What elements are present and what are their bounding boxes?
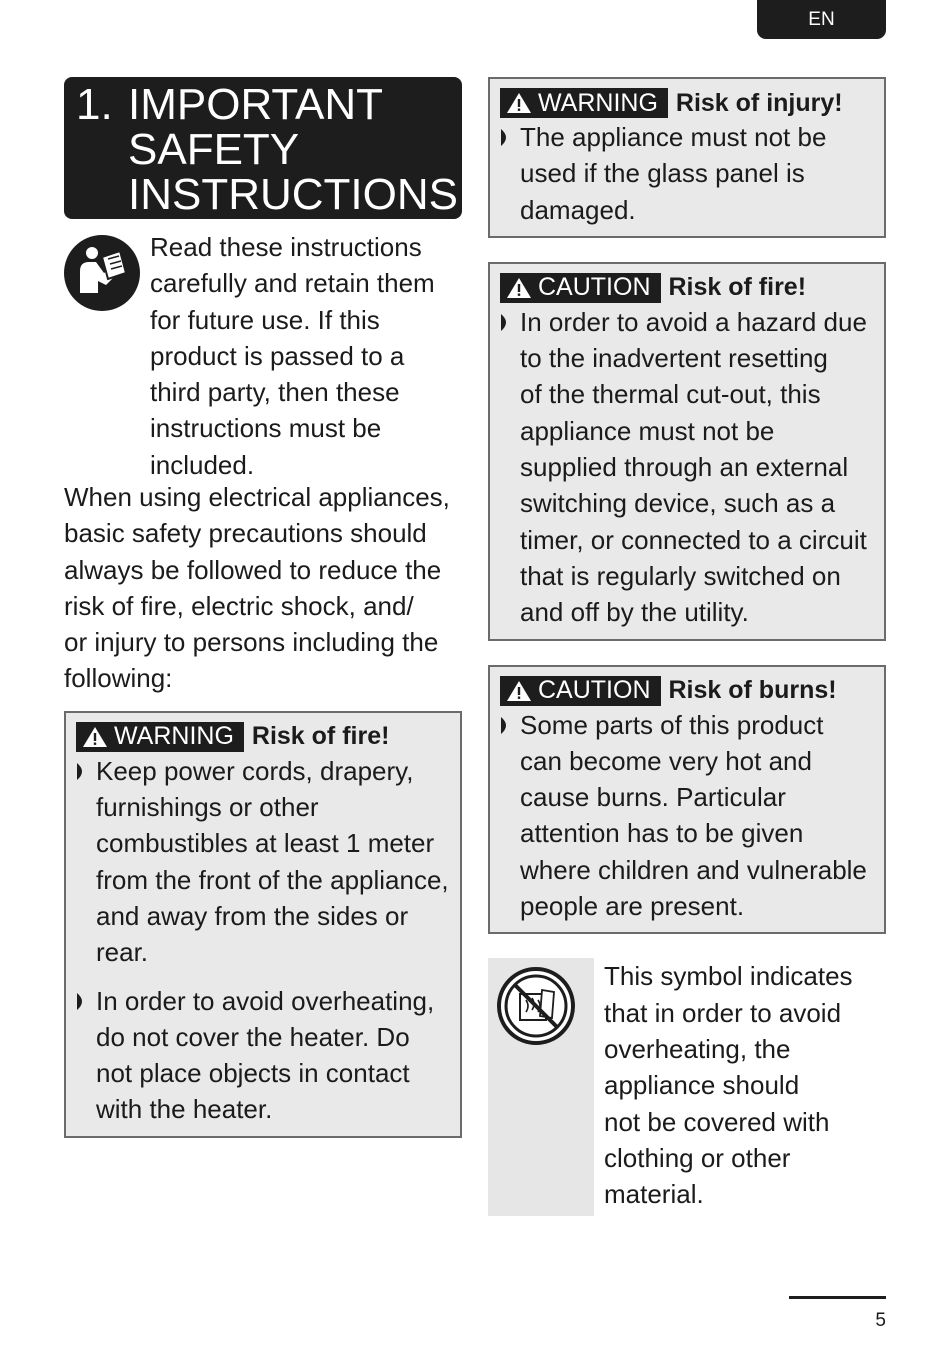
bullet-icon	[76, 763, 87, 780]
section-title-text	[128, 82, 458, 217]
symbol-line: not be covered with	[604, 1106, 830, 1137]
title-line: SAFETY	[128, 125, 300, 174]
right-column	[488, 77, 886, 1216]
bullet-line: damaged.	[520, 194, 636, 225]
bullet-line: combustibles at least 1 meter	[96, 828, 435, 859]
intro-line: carefully and retain them	[150, 268, 435, 299]
notice-bullet	[76, 753, 450, 971]
bullet-line: switching device, such as a	[520, 488, 836, 519]
intro-text	[150, 229, 460, 483]
bullet-line: Some parts of this product	[520, 709, 824, 740]
bullet-line: to the inadvertent resetting	[520, 343, 828, 374]
warning-label	[76, 722, 244, 752]
risk-title: Risk of injury!	[675, 88, 843, 117]
bullet-line: The appliance must not be	[520, 122, 827, 152]
bullet-icon	[500, 717, 511, 734]
symbol-line: that in order to avoid	[604, 997, 842, 1028]
risk-title: Risk of fire!	[668, 273, 807, 302]
paragraph-line: following:	[64, 663, 173, 694]
section-title	[64, 77, 462, 219]
safety-paragraph	[64, 479, 462, 697]
title-line: IMPORTANT	[128, 80, 384, 129]
bullet-line: cause burns. Particular	[520, 782, 786, 813]
bullet-line: In order to avoid a hazard due	[520, 306, 867, 337]
footer-rule	[789, 1296, 886, 1299]
caution-burns-notice	[488, 665, 886, 935]
intro-line: instructions must be	[150, 413, 382, 444]
bullet-line: with the heater.	[96, 1094, 273, 1125]
notice-bullet	[500, 304, 874, 631]
intro-block	[64, 229, 462, 479]
intro-line: for future use. If this	[150, 304, 380, 335]
caution-label	[500, 273, 661, 303]
intro-line: Read these instructions	[150, 232, 422, 262]
paragraph-line: always be followed to reduce the	[64, 554, 442, 585]
warning-triangle-icon	[506, 92, 532, 114]
symbol-line: overheating, the	[604, 1033, 791, 1064]
paragraph-line: risk of fire, electric shock, and/	[64, 590, 414, 621]
bullet-line: rear.	[96, 937, 149, 968]
read-manual-icon	[64, 235, 140, 311]
title-line: INSTRUCTIONS	[128, 170, 458, 219]
bullet-line: and off by the utility.	[520, 597, 749, 628]
do-not-cover-icon	[496, 966, 576, 1046]
warning-triangle-icon	[506, 277, 532, 299]
label-text: CAUTION	[538, 273, 651, 302]
label-text: WARNING	[538, 88, 658, 117]
bullet-line: people are present.	[520, 891, 745, 922]
label-text: CAUTION	[538, 676, 651, 705]
symbol-line: appliance should	[604, 1070, 800, 1101]
bullet-line: do not cover the heater. Do	[96, 1021, 410, 1052]
notice-bullet	[500, 707, 874, 925]
symbol-panel	[488, 958, 594, 1216]
warning-triangle-icon	[82, 726, 108, 748]
language-tab: EN	[757, 0, 886, 39]
warning-triangle-icon	[506, 680, 532, 702]
bullet-line: and away from the sides or	[96, 900, 409, 931]
intro-line: third party, then these	[150, 377, 400, 408]
intro-line: product is passed to a	[150, 340, 405, 371]
bullet-line: attention has to be given	[520, 818, 804, 849]
notice-bullet	[76, 983, 450, 1128]
bullet-line: Keep power cords, drapery,	[96, 755, 414, 786]
bullet-line: timer, or connected to a circuit	[520, 524, 867, 555]
symbol-line: This symbol indicates	[604, 961, 853, 992]
warning-fire-notice	[64, 711, 462, 1138]
risk-title: Risk of burns!	[668, 676, 837, 705]
left-column	[64, 77, 462, 1138]
symbol-line: clothing or other	[604, 1142, 791, 1173]
page-number: 5	[875, 1310, 886, 1331]
bullet-line: furnishings or other	[96, 792, 319, 823]
bullet-line: that is regularly switched on	[520, 560, 841, 591]
symbol-explanation	[488, 958, 886, 1216]
warning-label	[500, 88, 668, 118]
bullet-icon	[76, 993, 87, 1010]
bullet-line: used if the glass panel is	[520, 158, 805, 189]
intro-line: included.	[150, 449, 255, 480]
caution-label	[500, 676, 661, 706]
paragraph-line: basic safety precautions should	[64, 518, 427, 549]
label-text: WARNING	[114, 722, 234, 751]
caution-fire-notice	[488, 262, 886, 641]
bullet-icon	[500, 314, 511, 331]
bullet-line: not place objects in contact	[96, 1058, 410, 1089]
bullet-icon	[500, 129, 511, 146]
symbol-line: material.	[604, 1179, 704, 1210]
bullet-line: of the thermal cut-out, this	[520, 379, 821, 410]
section-number: 1.	[76, 80, 113, 129]
bullet-line: In order to avoid overheating,	[96, 985, 435, 1016]
paragraph-line: When using electrical appliances,	[64, 482, 450, 512]
warning-injury-notice	[488, 77, 886, 238]
bullet-line: can become very hot and	[520, 745, 812, 776]
notice-bullet	[500, 119, 874, 228]
bullet-line: from the front of the appliance,	[96, 864, 449, 895]
paragraph-line: or injury to persons including the	[64, 627, 439, 658]
bullet-line: supplied through an external	[520, 452, 849, 483]
risk-title: Risk of fire!	[251, 722, 390, 751]
symbol-text	[604, 958, 853, 1212]
bullet-line: appliance must not be	[520, 415, 775, 446]
bullet-line: where children and vulnerable	[520, 854, 867, 885]
